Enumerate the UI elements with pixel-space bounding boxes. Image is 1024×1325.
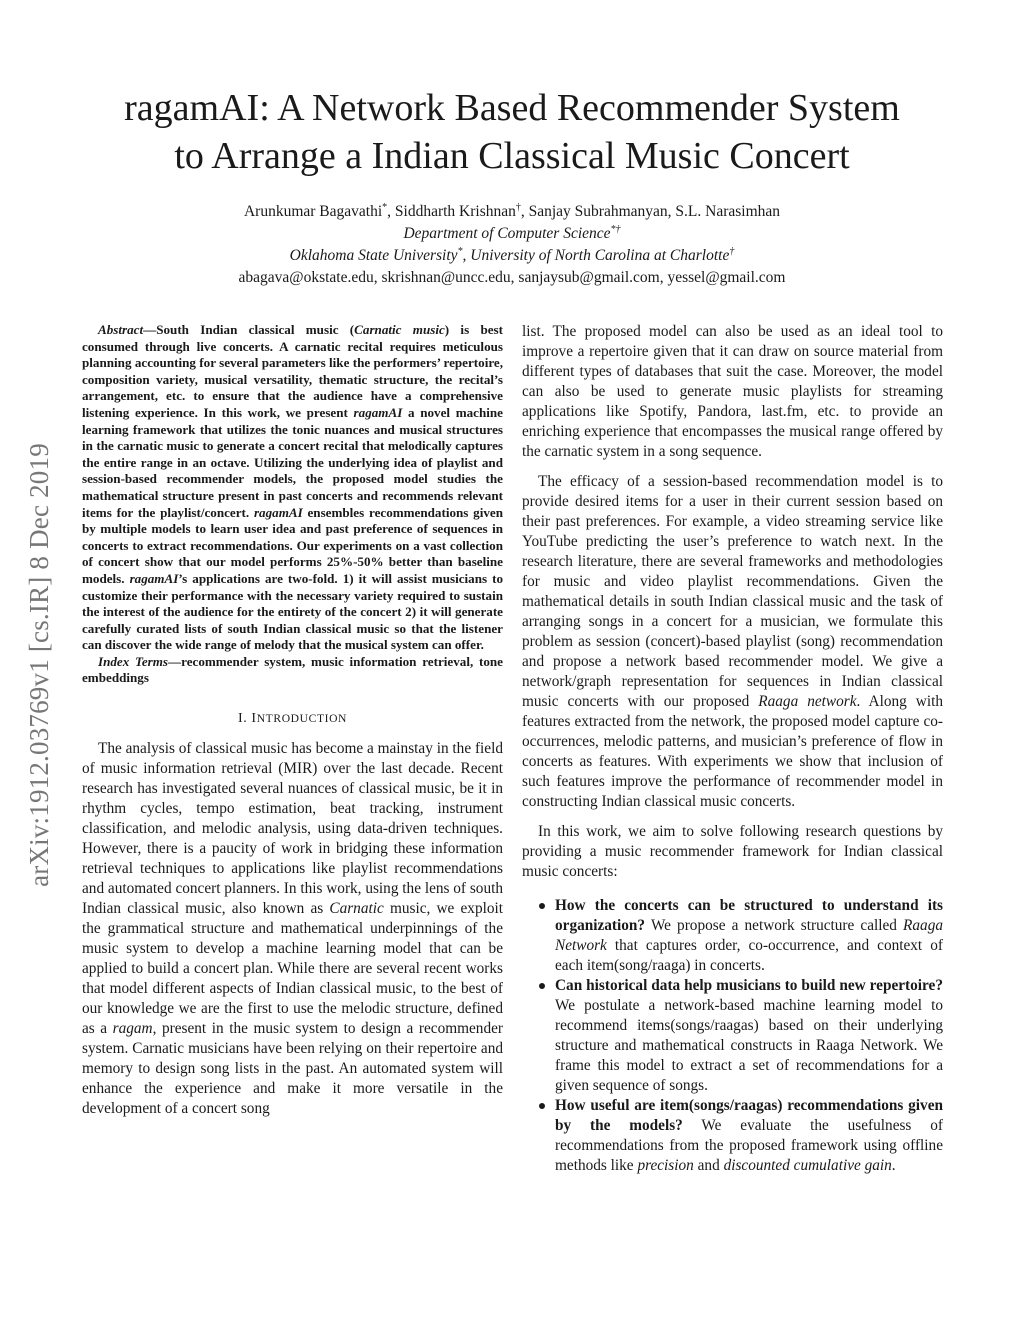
author-department	[60, 223, 964, 245]
affiliation-2: , University of North Carolina at Charlotte	[462, 247, 730, 264]
intro-p1-text-2: music, we exploit the grammatical structure and mathematical underpinnings of the music system to develop a machine learning model that can be applied to build a concert plan. While there are several recent works that model different aspects of Indian classical music, to the best of our knowledge we are the first to use the melodic structure, defined as a	[82, 900, 503, 1038]
abstract-dash: —	[143, 322, 157, 337]
answer-1-italic: Raaga Network	[555, 917, 943, 954]
intro-paragraph-2	[522, 472, 943, 812]
department-name: Department of Computer Science	[403, 225, 611, 242]
abstract-text-4: ensembles recommendations given by multiple models to learn user idea and past preference of sequences in concerts to extract recommendations. Our experiments on a vast collection of concert show that our model performs 25%-50% better than baseline models.	[82, 504, 503, 586]
list-item	[522, 1096, 943, 1176]
author-names	[60, 201, 964, 223]
intro-paragraph-1-continued: list. The proposed model can also be used as an ideal tool to improve a repertoire given that it can draw on source material from different types of databases that suit the case. Moreover, the model can also be used to generate music playlists for streaming applications like Spotify, Pandora, last.fm, etc. to provide an enriching experience that encompasses the musical range offered by the carnatic system in a song sequence.	[522, 323, 943, 460]
abstract-italic-1: Carnatic music	[354, 322, 445, 337]
affiliation-1-mark: *	[457, 245, 463, 257]
answer-3-text-1: We evaluate the usefulness of recommendations from the proposed framework using offline methods like	[555, 1117, 943, 1174]
department-mark: *†	[610, 223, 621, 235]
intro-p1-text-3: , present in the music system to design a recommender system. Carnatic musicians have been relying on their repertoire and memory to design song lists in the past. An automated system will enhance the experience and make it more versatile in the development of a concert song	[82, 1020, 503, 1118]
abstract-text-3: a novel machine learning framework that utilizes the tonic nuances and musical structures in the carnatic music to generate a concert recital that melodically captures the entire range in an octave. Utilizing the underlying idea of playlist and session-based recommender models, the proposed model studies the mathematical structure present in past concerts and recommends relevant items for the playlist/concert.	[82, 404, 503, 520]
author-emails[interactable]: abagava@okstate.edu, skrishnan@uncc.edu, sanjaysub@gmail.com, yessel@gmail.com	[238, 269, 786, 286]
index-terms	[82, 654, 503, 687]
author-1-mark: *	[382, 201, 388, 213]
author-block	[60, 201, 964, 289]
author-2-mark: †	[515, 201, 521, 213]
list-item	[522, 976, 943, 1096]
title-line-1: ragamAI: A Network Based Recommender System	[124, 87, 900, 129]
arxiv-stamp: arXiv:1912.03769v1 [cs.IR] 8 Dec 2019	[24, 443, 54, 887]
author-1: Arunkumar Bagavathi	[243, 203, 383, 220]
index-terms-label: Index Terms	[98, 653, 169, 669]
abstract-italic-3: ragamAI	[253, 504, 303, 520]
question-3: How useful are item(songs/raagas) recommendations given by the models?	[555, 1097, 943, 1134]
section-heading-introduction	[82, 709, 503, 729]
list-item	[522, 896, 943, 976]
section-title: NTRODUCTION	[256, 712, 348, 726]
answer-1-text-2: that captures order, co-occurrence, and context of each item(song/raaga) in concerts.	[555, 937, 943, 974]
answer-1-text-1: We propose a network structure called	[645, 917, 904, 934]
index-terms-dash: —	[168, 653, 182, 669]
paper-title	[60, 84, 964, 180]
paragraph-gap	[522, 812, 943, 822]
intro-paragraph-1	[82, 739, 503, 1119]
affiliation-2-mark: †	[729, 245, 735, 257]
author-3-4: , Sanjay Subrahmanyan, S.L. Narasimhan	[520, 203, 781, 220]
intro-p2-italic: Raaga network	[758, 693, 857, 710]
answer-3-text-2: and	[693, 1157, 724, 1174]
answer-3-italic-2: discounted cumulative gain	[723, 1157, 892, 1174]
intro-p1-italic-1: Carnatic	[329, 900, 384, 918]
research-questions-list	[522, 896, 943, 1176]
abstract	[82, 322, 503, 654]
answer-3-italic-1: precision	[637, 1157, 694, 1174]
intro-p1-italic-2: ragam	[112, 1020, 153, 1038]
index-terms-text: recommender system, music information retrieval, tone embeddings	[82, 653, 503, 686]
abstract-text-5: ’s applications are two-fold. 1) it will assist musicians to customize their performance with the necessary variety required to sustain the interest of the audience for the entirety of the concert 2) it will generate carefully curated lists of south Indian classical music so that the listener can discover the wide range of melody that the musical system can offer.	[82, 570, 504, 653]
author-affiliations	[60, 245, 964, 267]
abstract-text-1: South Indian classical music (	[156, 322, 355, 337]
abstract-text-2: ) is best consumed through live concerts. A carnatic recital requires meticulous planning accounting for several parameters like the performers’ repertoire, composition variety, musical versatility, thematic structure, the recital’s arrangement, etc. to ensure that the audience have a comprehensive listening experience. In this work, we present	[82, 322, 504, 420]
question-2: Can historical data help musicians to build new repertoire?	[555, 977, 943, 994]
answer-3-text-3: .	[891, 1157, 896, 1174]
section-number: I. I	[237, 711, 257, 727]
intro-p1-text-1: The analysis of classical music has become a mainstay in the field of music information retrieval (MIR) over the last decade. Recent research has investigated several nuances of classical music, be it in rhythm cycles, tempo estimation, beat tracking, instrument classification, and melodic analysis, using data-driven techniques. However, there is a paucity of work in bridging these information retrieval techniques to applications like playlist recommendations and automated concert planners. In this work, using the lens of south Indian classical music, also known as	[82, 740, 503, 918]
title-line-2: to Arrange a Indian Classical Music Concert	[174, 135, 850, 177]
intro-paragraph-3: In this work, we aim to solve following research questions by providing a music recommender framework for Indian classical music concerts:	[522, 823, 943, 880]
answer-2-text: We postulate a network-based machine learning model to recommend items(songs/raagas) based on their underlying structure and mathematical constructs in Raaga Network. We frame this model to extract a set of recommendations for a given sequence of songs.	[555, 997, 943, 1094]
abstract-italic-2: ragamAI	[353, 404, 403, 420]
left-column	[82, 322, 503, 1119]
intro-p2-text-2: . Along with features extracted from the network, the proposed model capture co-occurrences, melodic patterns, and musician’s preference of flow in concerts as features. With experiments we show that inclusion of such features improve the performance of recommender model in constructing Indian classical music concerts.	[522, 693, 943, 810]
abstract-label: Abstract	[98, 322, 144, 337]
question-1: How the concerts can be structured to understand its organization?	[555, 897, 943, 934]
affiliation-1: Oklahoma State University	[289, 247, 458, 264]
right-column	[522, 322, 943, 1176]
author-2: , Siddharth Krishnan	[387, 203, 516, 220]
abstract-italic-4: ragamAI	[129, 570, 179, 586]
intro-p2-text-1: The efficacy of a session-based recommendation model is to provide desired items for a user in their current session based on their past preferences. For example, a video streaming service like YouTube predicting the user’s preference to watch next. In the research literature, there are several frameworks and methodologies for music and video playlist recommendations. Given the mathematical details in south Indian classical music and the task of arranging songs in a concert for a musician, we formulate this problem as session (concert)-based playlist (song) recommendation and propose a network based recommender model. We give a network/graph representation for sequences in Indian classical music concerts with our proposed	[522, 473, 943, 710]
paragraph-gap	[522, 462, 943, 472]
